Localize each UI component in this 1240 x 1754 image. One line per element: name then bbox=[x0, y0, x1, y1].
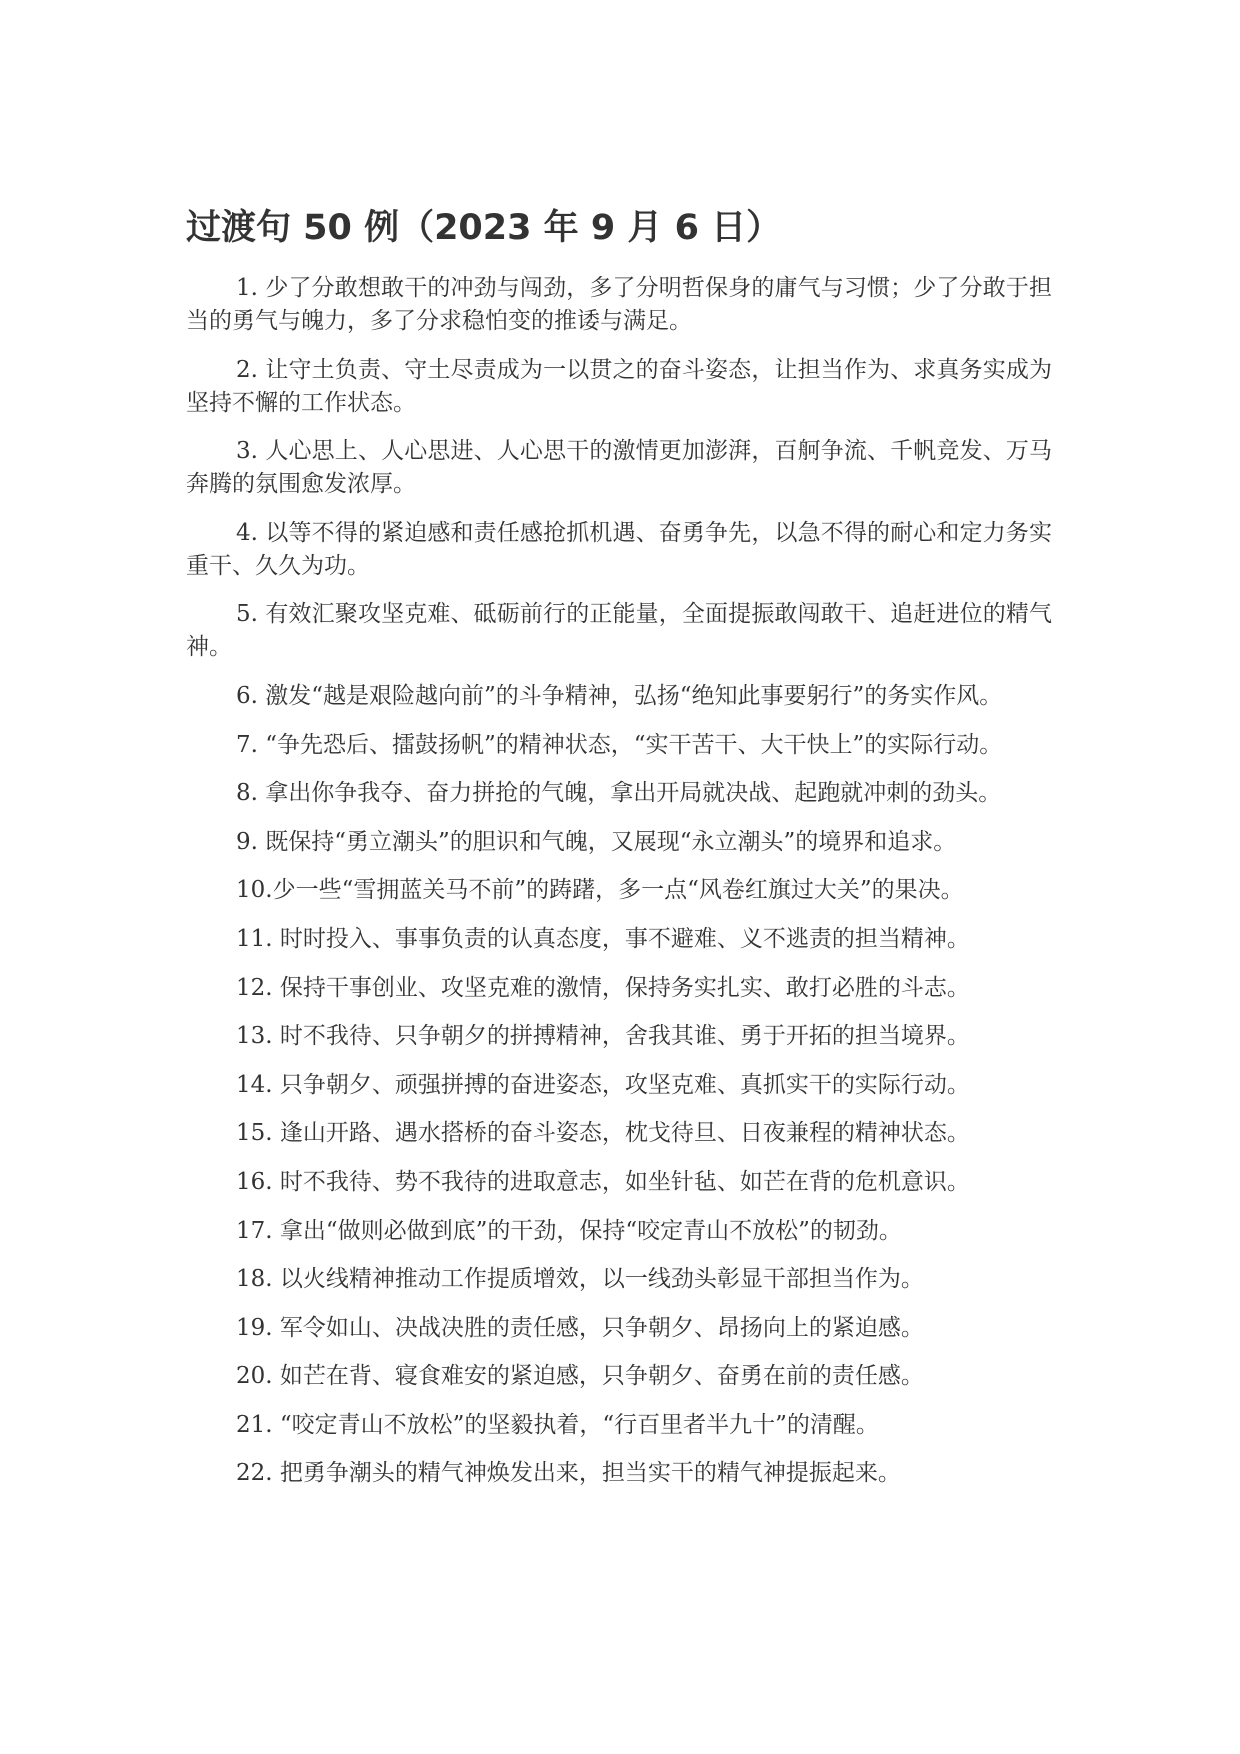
list-item: 3. 人心思上、人心思进、人心思干的激情更加澎湃，百舸争流、千帆竞发、万马奔腾的氛围愈发浓厚。 bbox=[186, 438, 1052, 498]
list-item: 4. 以等不得的紧迫感和责任感抢抓机遇、奋勇争先，以急不得的耐心和定力务实重干、久久为功。 bbox=[186, 519, 1052, 579]
list-item: 13. 时不我待、只争朝夕的拼搏精神，舍我其谁、勇于开拓的担当境界。 bbox=[236, 1023, 970, 1050]
list-item: 21. “咬定青山不放松”的坚毅执着，“行百里者半九十”的清醒。 bbox=[236, 1411, 879, 1438]
list-item: 18. 以火线精神推动工作提质增效，以一线劲头彰显干部担当作为。 bbox=[236, 1266, 924, 1293]
list-item: 20. 如芒在背、寝食难安的紧迫感，只争朝夕、奋勇在前的责任感。 bbox=[236, 1363, 924, 1390]
list-item: 17. 拿出“做则必做到底”的干劲，保持“咬定青山不放松”的韧劲。 bbox=[236, 1217, 902, 1244]
list-item: 16. 时不我待、势不我待的进取意志，如坐针毡、如芒在背的危机意识。 bbox=[236, 1168, 970, 1195]
list-item: 14. 只争朝夕、顽强拼搏的奋进姿态，攻坚克难、真抓实干的实际行动。 bbox=[236, 1071, 970, 1098]
list-item: 1. 少了分敢想敢干的冲劲与闯劲，多了分明哲保身的庸气与习惯；少了分敢于担当的勇气与魄力，多了分求稳怕变的推诿与满足。 bbox=[186, 275, 1052, 334]
list-item: 19. 军令如山、决战决胜的责任感，只争朝夕、昂扬向上的紧迫感。 bbox=[236, 1314, 924, 1341]
list-item: 7. “争先恐后、擂鼓扬帆”的精神状态，“实干苦干、大干快上”的实际行动。 bbox=[236, 731, 1003, 758]
list-item: 11. 时时投入、事事负责的认真态度，事不避难、义不逃责的担当精神。 bbox=[236, 925, 970, 952]
list-item: 10.少一些“雪拥蓝关马不前”的踌躇，多一点“风卷红旗过大关”的果决。 bbox=[236, 877, 964, 904]
list-item: 8. 拿出你争我夺、奋力拼抢的气魄，拿出开局就决战、起跑就冲刺的劲头。 bbox=[236, 780, 1002, 807]
list-item: 12. 保持干事创业、攻坚克难的激情，保持务实扎实、敢打必胜的斗志。 bbox=[236, 974, 970, 1001]
list-item: 6. 激发“越是艰险越向前”的斗争精神，弘扬“绝知此事要躬行”的务实作风。 bbox=[236, 682, 1003, 709]
list-item: 9. 既保持“勇立潮头”的胆识和气魄，又展现“永立潮头”的境界和追求。 bbox=[236, 828, 957, 855]
list-item: 5. 有效汇聚攻坚克难、砥砺前行的正能量，全面提振敢闯敢干、追赶进位的精气神。 bbox=[186, 601, 1052, 661]
transition-sentence-list bbox=[186, 272, 1052, 1506]
list-item: 22. 把勇争潮头的精气神焕发出来，担当实干的精气神提振起来。 bbox=[236, 1460, 901, 1487]
list-item: 15. 逢山开路、遇水搭桥的奋斗姿态，枕戈待旦、日夜兼程的精神状态。 bbox=[236, 1120, 970, 1147]
list-item: 2. 让守土负责、守土尽责成为一以贯之的奋斗姿态，让担当作为、求真务实成为坚持不懈的工作状态。 bbox=[186, 356, 1052, 416]
document-title: 过渡句 50 例（2023 年 9 月 6 日） bbox=[186, 208, 782, 248]
